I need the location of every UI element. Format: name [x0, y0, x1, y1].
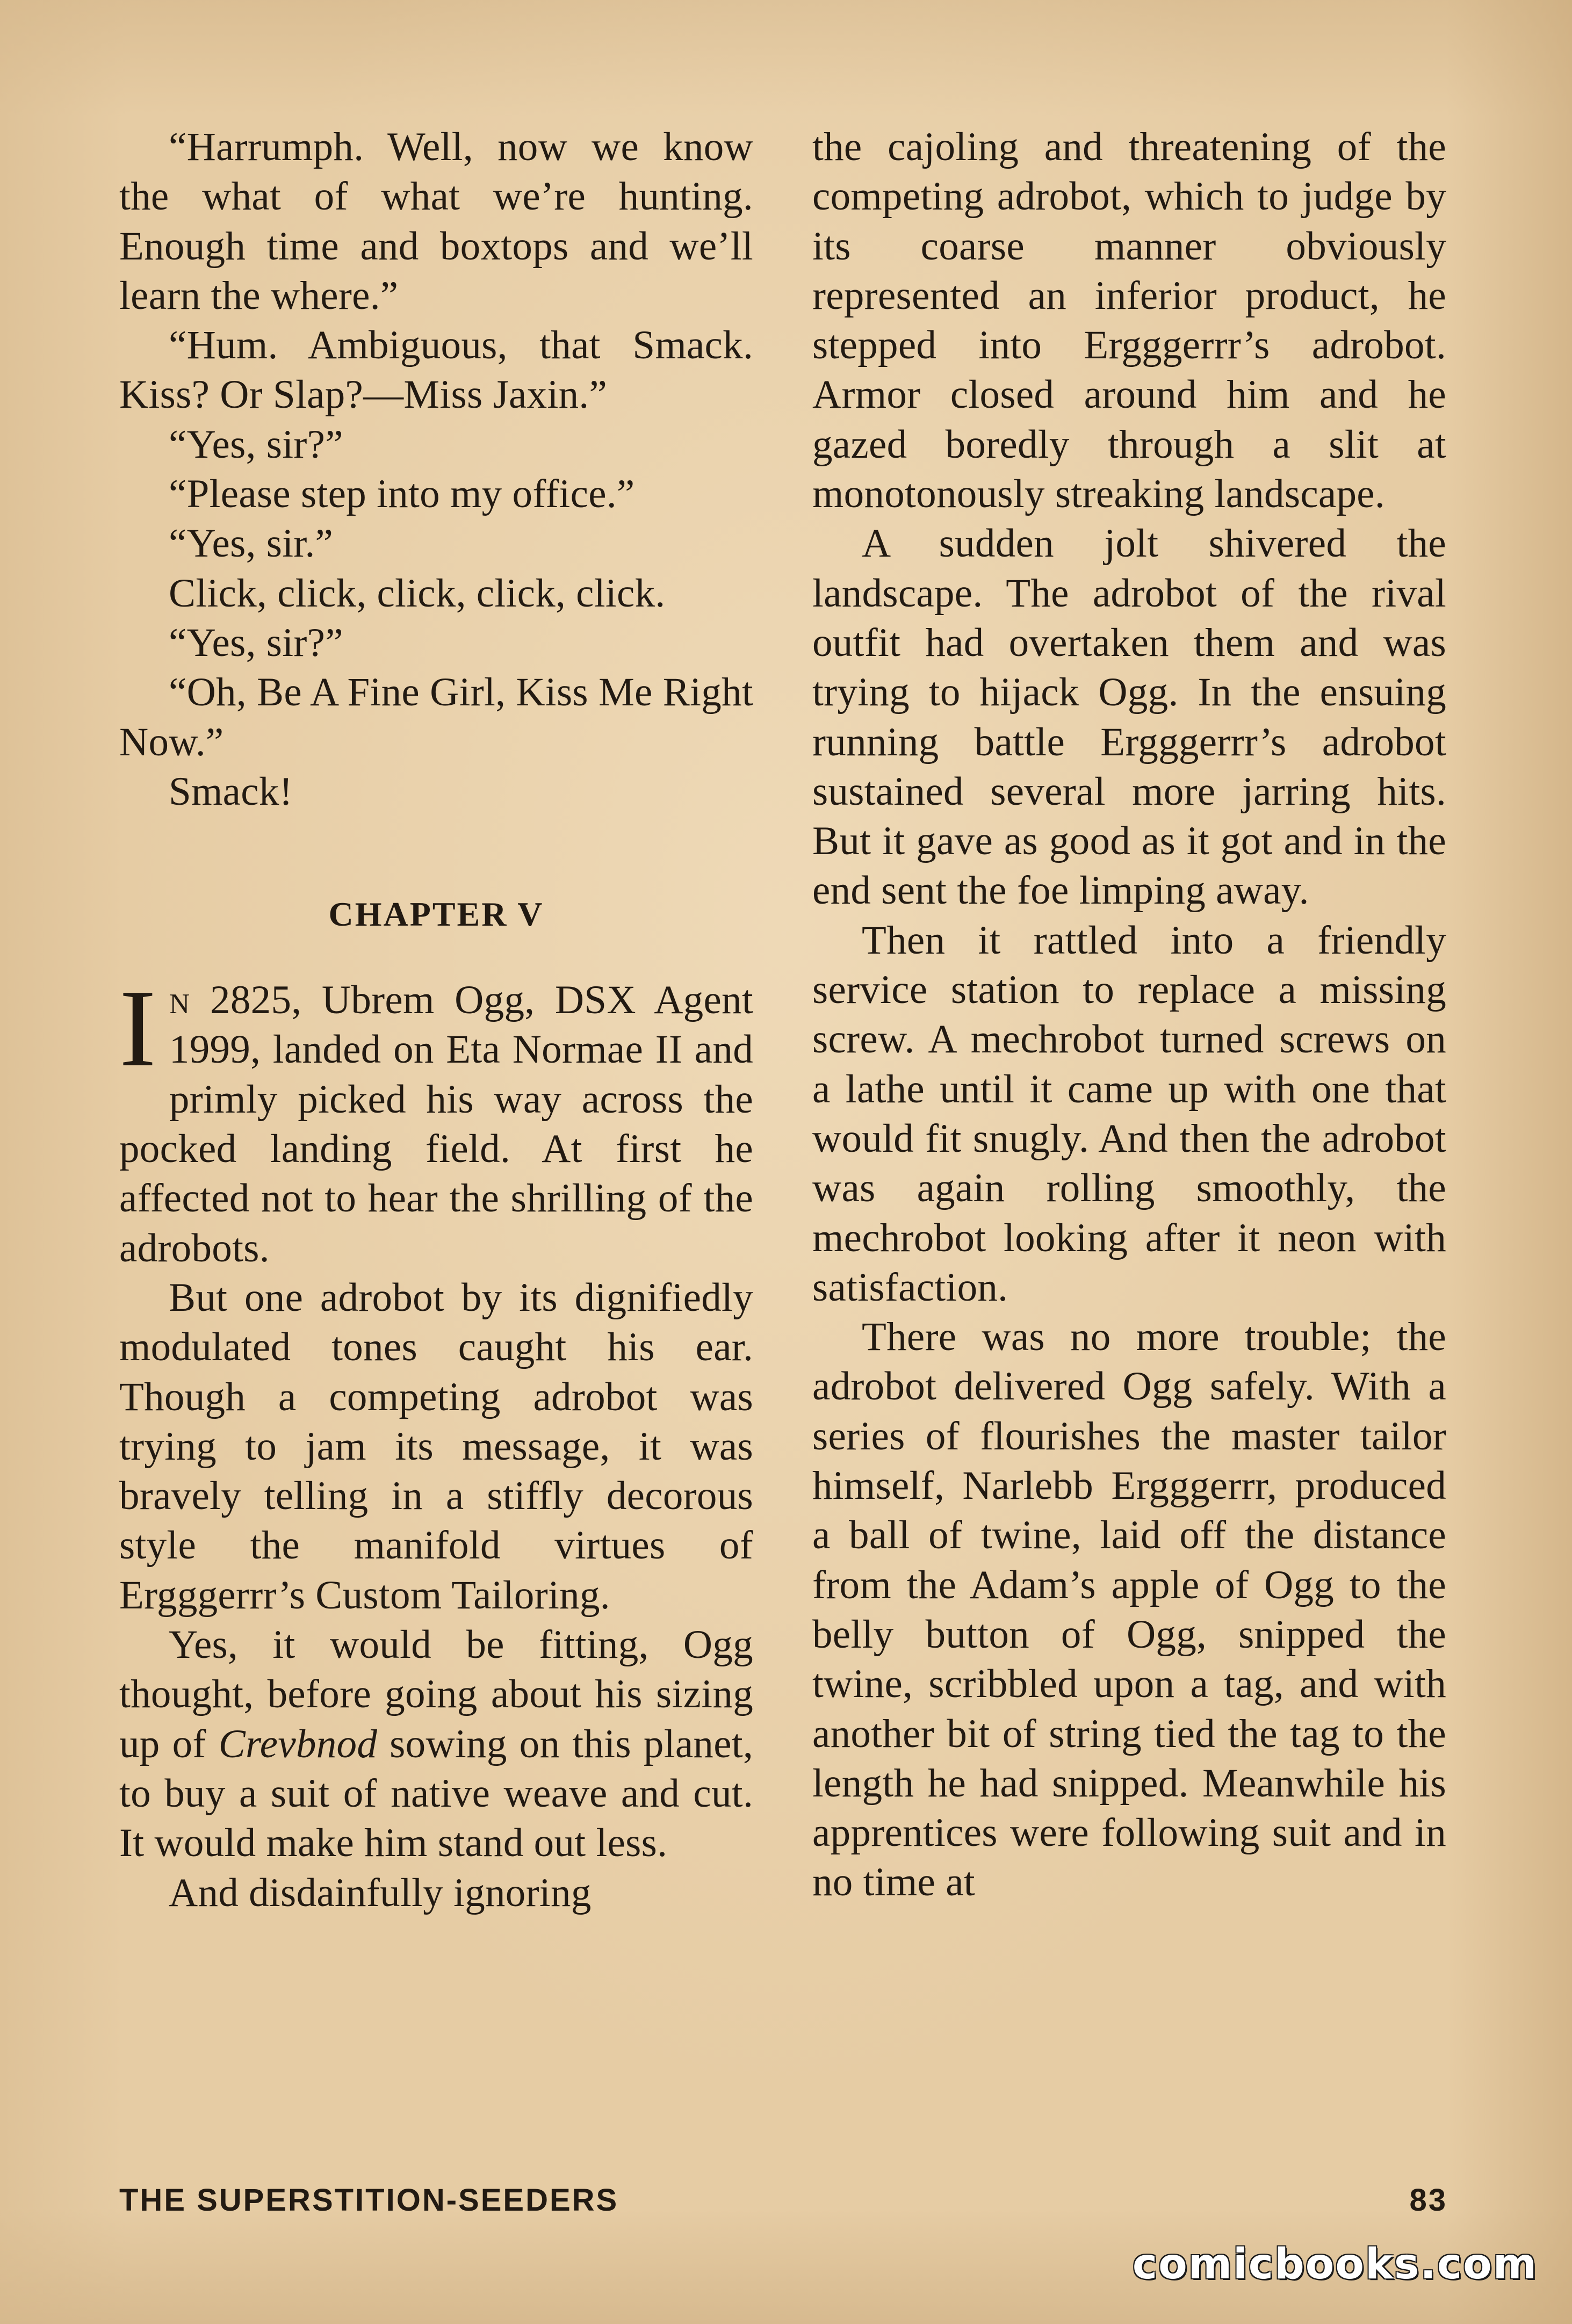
paragraph-continued: the cajoling and threatening of the competing adrobot, which to judge by its coarse manner obviously represented an inferior product, he stepped into Ergggerrr’s adrobot. Armor closed around him and he gazed boredly through a slit at monotonously streaking landscape.: [812, 125, 1446, 517]
chapter-opening-paragraph: [119, 966, 753, 1273]
paragraph: But one adrobot by its dignifiedly modulated tones caught his ear. Though a competing adrobot was trying to jam its message, it was bravely telling in a stiffly decorous style the manifold virtues of Ergggerrr’s Custom Tailoring.: [119, 1275, 753, 1618]
left-column: [119, 122, 753, 2132]
paragraph-text: sowing on this planet, to buy a suit of native weave and cut. It would make him stand out less.: [119, 1721, 753, 1866]
paragraph: “Yes, sir?”: [169, 620, 343, 665]
chapter-heading: CHAPTER V: [328, 895, 544, 934]
paragraph: “Yes, sir.”: [169, 521, 334, 566]
paragraph: There was no more trouble; the adrobot delivered Ogg safely. With a series of flourishes the master tailor himself, Narlebb Ergggerrr, produced a ball of twine, laid off the distance from the Adam’s apple of Ogg to the belly button of Ogg, snipped the twine, scribbled upon a tag, and with another bit of string tied the tag to the length he had snipped. Meanwhile his apprentices were following suit and in no time at: [812, 1315, 1446, 1905]
page-number: 83: [1409, 2183, 1447, 2218]
page-footer: [119, 2182, 1447, 2221]
paragraph: “Please step into my office.”: [169, 472, 635, 517]
paragraph: Click, click, click, click, click.: [169, 571, 666, 616]
paragraph: “Yes, sir?”: [169, 422, 343, 467]
paragraph: “Oh, Be A Fine Girl, Kiss Me Right Now.”: [119, 670, 753, 764]
paragraph-text: 2825, Ubrem Ogg, DSX Agent 1999, landed on Eta Normae II and primly picked his way across the pocked landing field. At first he affected not to hear the shrilling of the adrobots.: [119, 978, 753, 1271]
paragraph: Smack!: [169, 769, 293, 814]
paragraph: “Harrumph. Well, now we know the what of what we’re hunting. Enough time and boxtops and we’ll learn the where.”: [119, 125, 753, 318]
running-title: THE SUPERSTITION-SEEDERS: [119, 2183, 619, 2218]
paragraph: Then it rattled into a friendly service station to replace a missing screw. A mechrobot turned screws on a lathe until it came up with one that would fit snugly. And then the adrobot was again rolling smoothly, the mechrobot looking after it neon with satisfaction.: [812, 918, 1446, 1310]
paragraph: “Hum. Ambiguous, that Smack. Kiss? Or Slap?—Miss Jaxin.”: [119, 323, 753, 417]
small-caps-lead: n: [169, 978, 190, 1023]
paragraph: And disdainfully ignoring: [169, 1870, 592, 1915]
paragraph-text: Yes, it would be fitting, Ogg thought, before going about his sizing up of: [119, 1622, 753, 1766]
italic-word: Crevbnod: [218, 1721, 378, 1766]
right-column: [812, 122, 1446, 2132]
paragraph: A sudden jolt shivered the landscape. The adrobot of the rival outfit had overtaken them and was trying to hijack Ogg. In the ensuing running battle Ergggerrr’s adrobot sustained several more jarring hits. But it gave as good as it got and in the end sent the foe limping away.: [812, 521, 1446, 913]
drop-cap: I: [119, 966, 156, 1090]
watermark: comicbooks.com: [1132, 2240, 1538, 2289]
paragraph: [119, 1620, 753, 1868]
